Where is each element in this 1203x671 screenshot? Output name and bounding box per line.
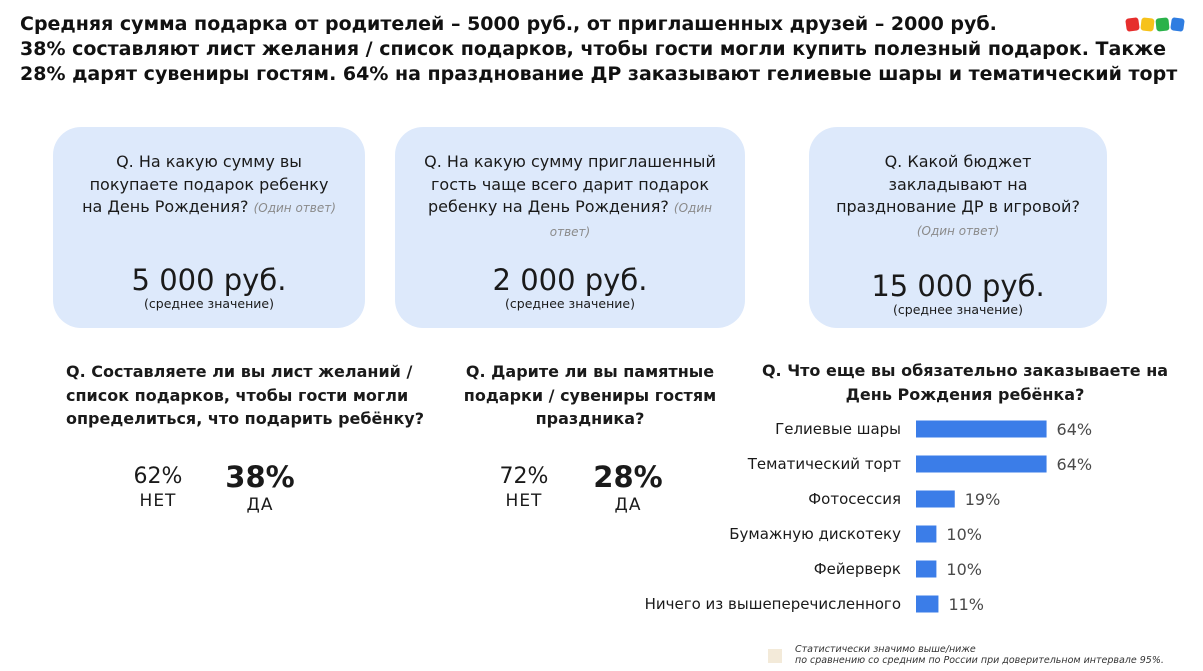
orders-chart-title-line-1: Q. Что еще вы обязательно заказываете на [761,361,1169,380]
bar [916,456,1047,473]
footnote-line-1: Статистически значимо выше/ниже [795,644,976,655]
headline-line-3: 28% дарят сувениры гостям. 64% на празднование ДР заказывают гелиевые шары и тематический торт [20,63,1178,85]
wishlist-yes-label: ДА [246,495,274,515]
wishlist-no-percent: 62% [133,464,183,489]
value-label: 10% [946,560,982,579]
value-label: 64% [1056,455,1093,474]
card-note: (Один ответ) [253,201,336,215]
wishlist-question-line-2: список подарков, чтобы гости могли [66,385,409,405]
card-question: Q. На какую сумму вы покупаете подарок ребенку на День Рождения? [82,152,329,216]
category-label: Ничего из вышеперечисленного [644,595,901,613]
wishlist-yes-percent: 38% [225,460,295,494]
souvenirs-no-label: НЕТ [505,491,543,511]
significance-footnote [795,644,1164,666]
bar [916,561,936,578]
bar [916,596,938,613]
souvenirs-yes-percent: 28% [593,460,663,494]
wishlist-yes-stat [215,460,305,516]
card-amount: 2 000 руб. [492,263,648,297]
souvenirs-question-line-2: подарки / сувениры гостям [463,385,717,405]
logo-square-3 [1155,17,1169,31]
category-label: Бумажную дискотеку [729,525,901,543]
footnote-line-2: по сравнению со средним по России при доверительном интервале 95%. [795,655,1164,666]
card-note: (Один ответ) [549,201,712,239]
significance-swatch [768,649,782,663]
brand-logo [1126,18,1186,32]
card-subtitle: (среднее значение) [144,296,274,311]
value-label: 10% [946,525,982,544]
bar [916,491,955,508]
category-label: Фейерверк [813,560,901,578]
card-question: Q. Какой бюджет закладывают на празднование ДР в игровой? [836,152,1080,216]
souvenirs-question-line-1: Q. Дарите ли вы памятные [465,362,715,381]
category-label: Гелиевые шары [775,420,901,438]
souvenirs-question-line-3: праздника? [535,409,645,428]
orders-chart-title-line-2: День Рождения ребёнка? [845,384,1085,404]
bar [916,421,1047,438]
wishlist-question-line-1: Q. Составляете ли вы лист желаний / [66,362,413,381]
logo-square-1 [1125,17,1140,32]
card-subtitle: (среднее значение) [505,296,635,311]
wishlist-no-stat [118,464,198,512]
souvenirs-no-stat [484,464,564,512]
card-question: Q. На какую сумму приглашенный гость чаще всего дарит подарок ребенку на День Рождения? [424,152,716,216]
gift-amount-parents-card [53,127,365,328]
wishlist-no-label: НЕТ [139,491,177,511]
card-subtitle: (среднее значение) [893,302,1023,317]
headline [20,12,1178,87]
card-amount: 15 000 руб. [871,269,1045,303]
party-budget-card [809,127,1107,328]
value-label: 19% [964,490,1001,509]
wishlist-question-line-3: определиться, что подарить ребёнку? [66,409,425,428]
logo-square-2 [1140,17,1154,31]
logo-square-4 [1170,17,1185,32]
orders-chart-title [760,359,1170,406]
headline-line-1: Средняя сумма подарка от родителей – 5000 руб., от приглашенных друзей – 2000 руб. [20,13,997,35]
souvenirs-no-percent: 72% [499,464,549,489]
value-label: 11% [948,595,985,614]
gift-amount-guests-card [395,127,745,328]
card-note: (Один ответ) [916,223,1000,238]
souvenirs-yes-label: ДА [614,495,642,515]
category-label: Тематический торт [747,455,901,473]
headline-line-2: 38% составляют лист желания / список подарков, чтобы гости могли купить полезный подарок. Также [20,38,1167,60]
card-amount: 5 000 руб. [131,263,287,297]
bar [916,526,936,543]
orders-bar-chart [620,412,1200,622]
wishlist-question [66,360,426,431]
category-label: Фотосессия [808,490,901,508]
value-label: 64% [1056,420,1093,439]
